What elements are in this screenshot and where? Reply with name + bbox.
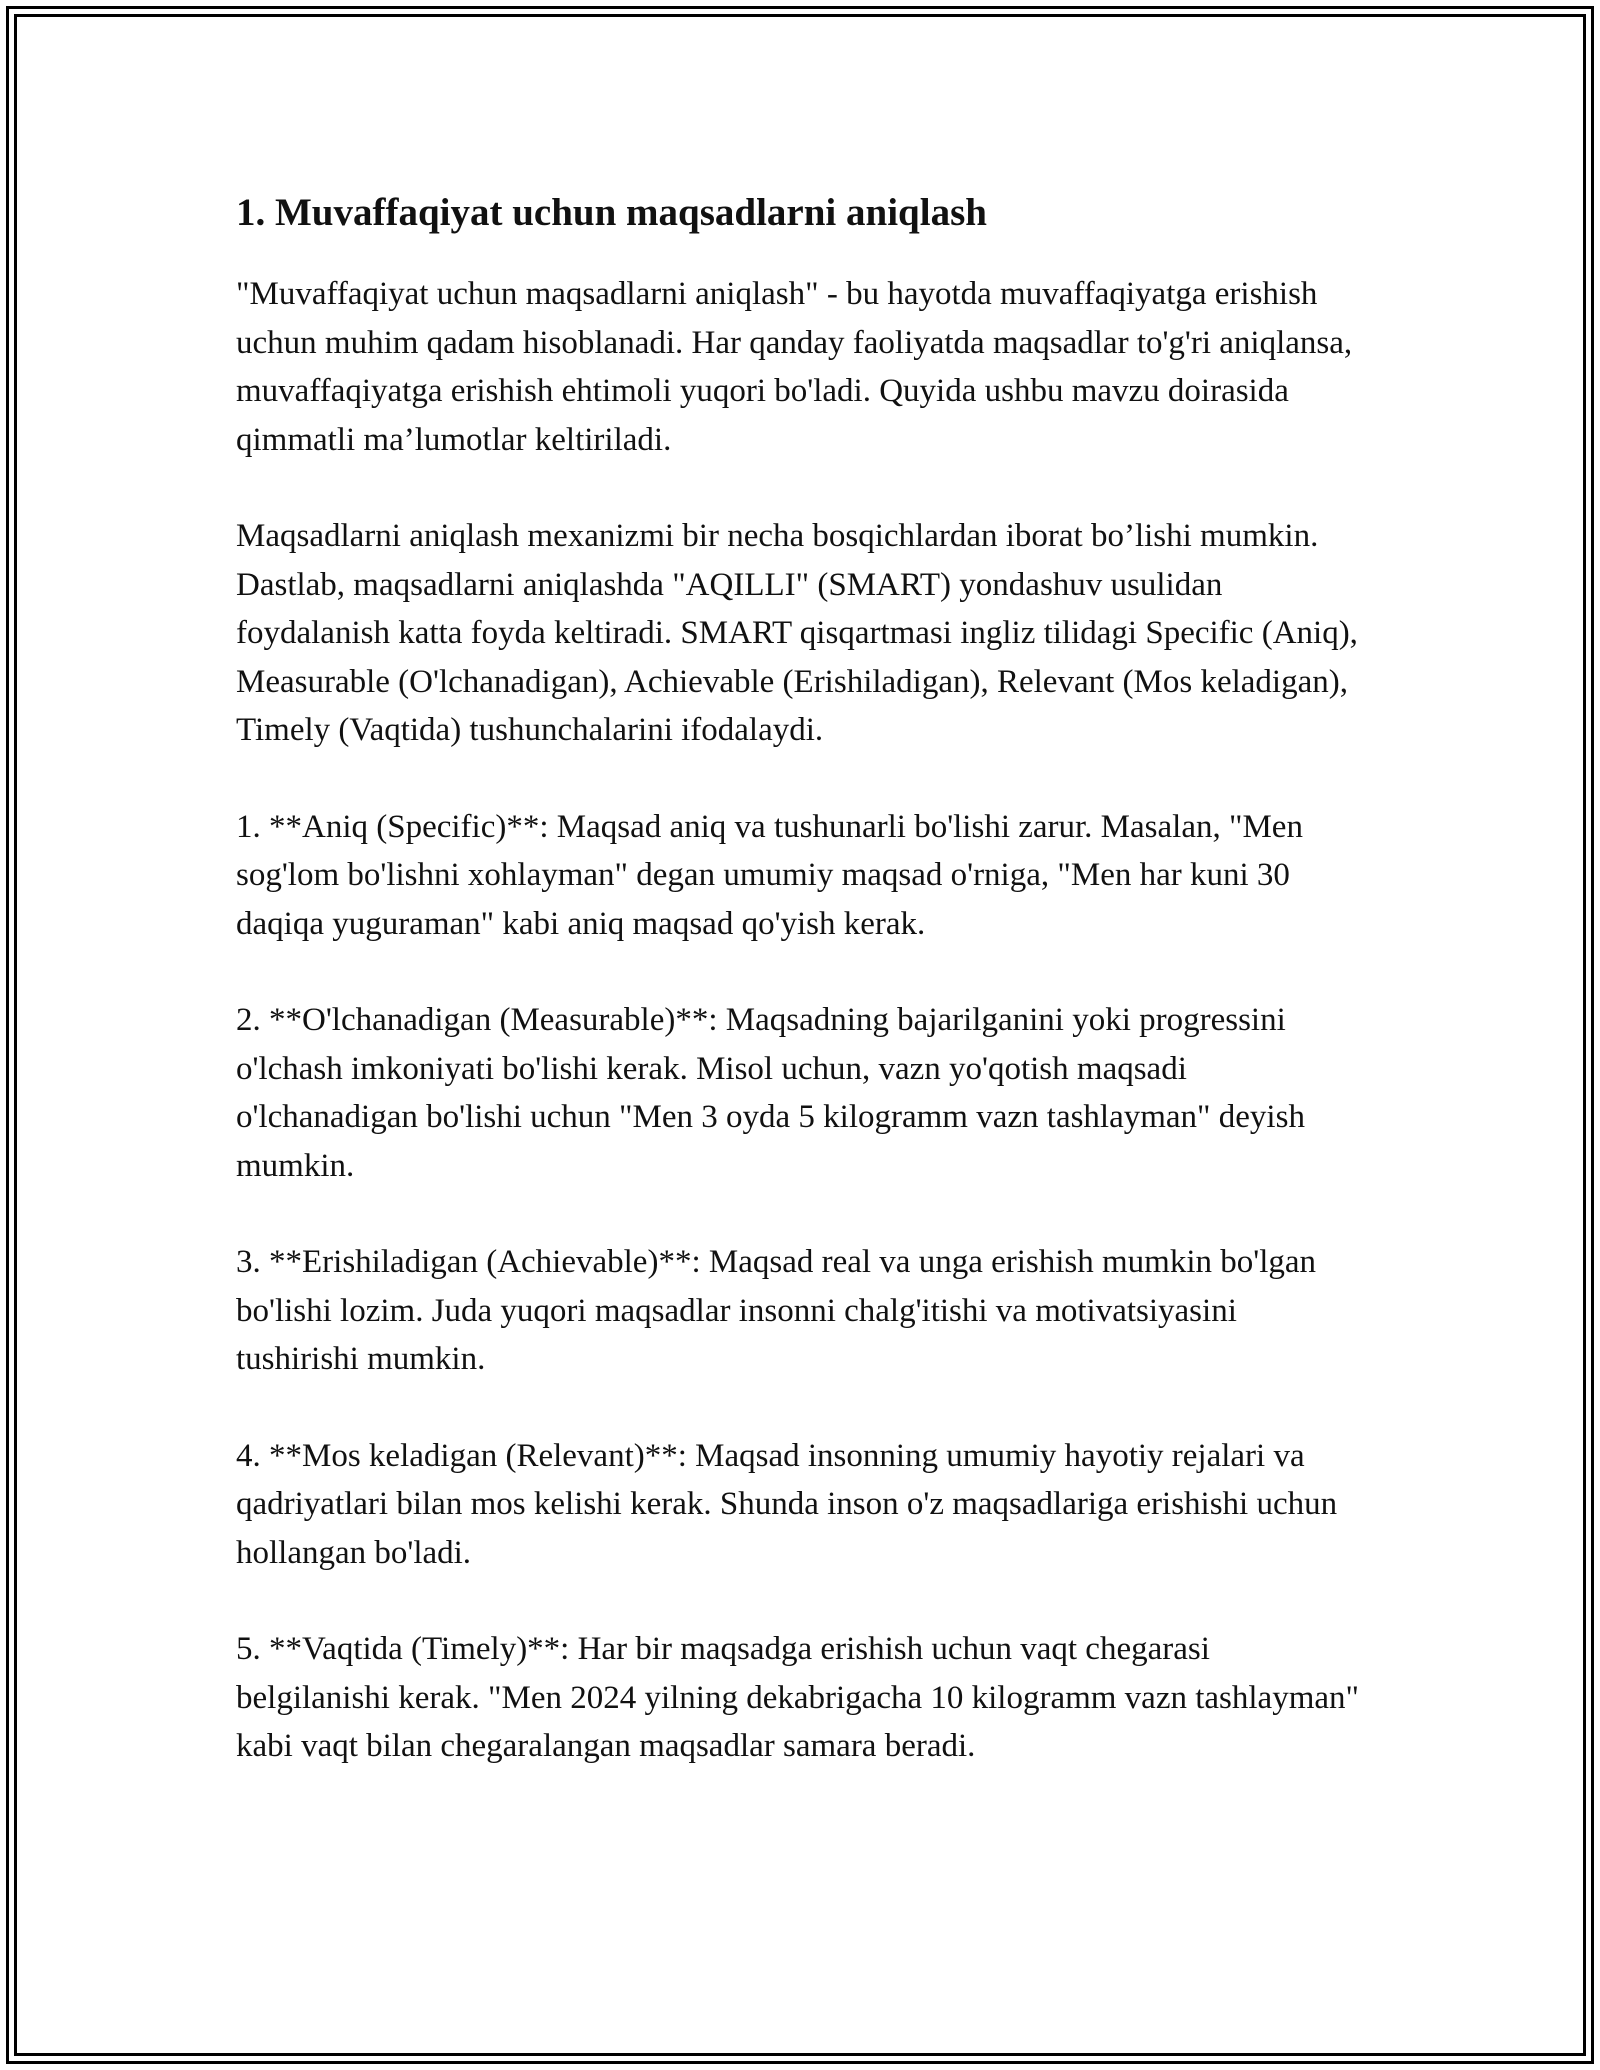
achievable-item: 3. **Erishiladigan (Achievable)**: Maqsad real va unga erishish mumkin bo'lgan bo'lishi lozim. Juda yuqori maqsadlar insonni chalg'itishi va motivatsiyasini tushirishi mumkin.	[236, 1244, 1317, 1377]
smart-overview-paragraph: Maqsadlarni aniqlash mexanizmi bir necha bosqichlardan iborat bo’lishi mumkin. Dastlab, maqsadlarni aniqlashda "AQILLI" (SMART) yondashuv usulidan foydalanish katta foyda keltiradi. SMART qisqartmasi ingliz tilidagi Specific (Aniq), Measurable (O'lchanadigan), Achievable (Erishiladigan), Relevant (Mos keladigan), Timely (Vaqtida) tushunchalarini ifodalaydi.	[236, 518, 1358, 748]
measurable-item: 2. **O'lchanadigan (Measurable)**: Maqsadning bajarilganini yoki progressini o'lchash imkoniyati bo'lishi kerak. Misol uchun, vazn yo'qotish maqsadi o'lchanadigan bo'lishi uchun "Men 3 oyda 5 kilogramm vazn tashlayman" deyish mumkin.	[236, 1002, 1305, 1184]
timely-item: 5. **Vaqtida (Timely)**: Har bir maqsadga erishish uchun vaqt chegarasi belgilanishi kerak. "Men 2024 yilning dekabrigacha 10 kilogramm vazn tashlayman" kabi vaqt bilan chegaralangan maqsadlar samara beradi.	[236, 1631, 1359, 1764]
intro-paragraph: "Muvaffaqiyat uchun maqsadlarni aniqlash" - bu hayotda muvaffaqiyatga erishish uchun muhim qadam hisoblanadi. Har qanday faoliyatda maqsadlar to'g'ri aniqlansa, muvaffaqiyatga erishish ehtimoli yuqori bo'ladi. Quyida ushbu mavzu doirasida qimmatli ma’lumotlar keltiriladi.	[236, 276, 1353, 458]
relevant-item: 4. **Mos keladigan (Relevant)**: Maqsad insonning umumiy hayotiy rejalari va qadriyatlari bilan mos kelishi kerak. Shunda inson o'z maqsadlariga erishishi uchun hollangan bo'ladi.	[236, 1437, 1338, 1571]
specific-item: 1. **Aniq (Specific)**: Maqsad aniq va tushunarli bo'lishi zarur. Masalan, "Men sog'lom bo'lishni xohlayman" degan umumiy maqsad o'rniga, "Men har kuni 30 daqiqa yuguraman" kabi aniq maqsad qo'yish kerak.	[236, 808, 1303, 942]
document-body	[236, 188, 1366, 1819]
section-title: 1. Muvaffaqiyat uchun maqsadlarni aniqlash	[236, 191, 987, 234]
